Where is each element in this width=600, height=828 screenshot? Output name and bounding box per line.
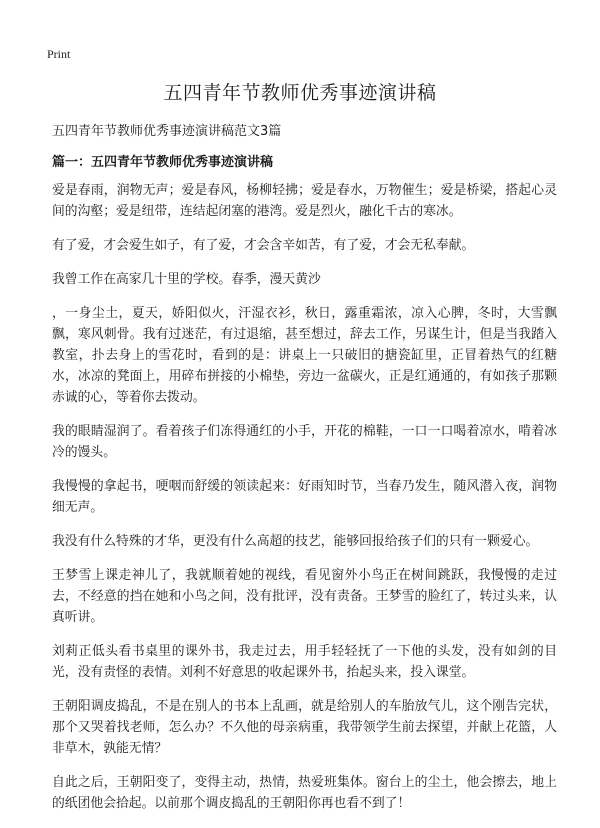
paragraph: 我的眼睛湿润了。看着孩子们冻得通红的小手，开花的棉鞋，一口一口喝着凉水，啃着冰冷的馒头。 xyxy=(52,424,557,460)
document-title: 五四青年节教师优秀事迹演讲稿 xyxy=(163,82,437,104)
paragraph: 我曾工作在高家几十里的学校。春季，漫天黄沙 xyxy=(52,272,321,287)
document-body xyxy=(52,180,557,827)
paragraph: ，一身尘土，夏天，娇阳似火，汗湿衣衫，秋日，露重霜浓，凉入心脾，冬时，大雪飘飘，寒风刺骨。我有过迷茫，有过退缩，甚至想过，辞去工作，另谋生计，但是当我踏入教室，扑去身上的雪花时，看到的是：讲桌上一只破旧的搪瓷缸里，正冒着热气的红糖水，冰凉的凳面上，用碎布拼接的小棉垫，旁边一盆碳火，正是红通通的，有如孩子那颗赤诚的心，等着你去拨动。 xyxy=(52,306,557,405)
paragraph: 爱是春雨，润物无声；爱是春风，杨柳轻拂；爱是春水，万物催生；爱是桥梁，搭起心灵间的沟壑；爱是纽带，连结起闭塞的港湾。爱是烈火，融化千古的寒冰。 xyxy=(52,183,557,219)
paragraph: 我慢慢的拿起书，哽咽而舒缓的领读起来：好雨知时节，当春乃发生，随风潜入夜，润物细无声。 xyxy=(52,479,557,515)
paragraph: 自此之后，王朝阳变了，变得主动，热情，热爱班集体。窗台上的尘土，他会擦去，地上的纸团他会拾起。以前那个调皮捣乱的王朝阳你再也看不到了！ xyxy=(52,775,557,811)
paragraph: 我没有什么特殊的才华，更没有什么高超的技艺，能够回报给孩子们的只有一颗爱心。 xyxy=(52,534,539,549)
document-subtitle: 五四青年节教师优秀事迹演讲稿范文3篇 xyxy=(52,124,282,139)
print-link[interactable]: Print xyxy=(47,47,71,61)
paragraph: 王梦雪上课走神儿了，我就顺着她的视线，看见窗外小鸟正在树间跳跃，我慢慢的走过去，不经意的挡在她和小鸟之间，没有批评，没有责备。王梦雪的脸红了，转过头来，认真听讲。 xyxy=(52,568,557,625)
section-heading: 篇一：五四青年节教师优秀事迹演讲稿 xyxy=(52,155,274,170)
paragraph: 王朝阳调皮捣乱，不是在别人的书本上乱画，就是给别人的车胎放气儿，这个刚告完状，那个又哭着找老师，怎么办？不久他的母亲病重，我带领学生前去探望，并献上花篮，人非草木，孰能无情？ xyxy=(52,699,557,756)
paragraph: 有了爱，才会爱生如子，有了爱，才会含辛如苦，有了爱，才会无私奉献。 xyxy=(52,238,475,253)
paragraph: 刘莉正低头看书桌里的课外书，我走过去，用手轻轻抚了一下他的头发，没有如剑的目光，没有责怪的表情。刘利不好意思的收起课外书，抬起头来，投入课堂。 xyxy=(52,644,557,680)
